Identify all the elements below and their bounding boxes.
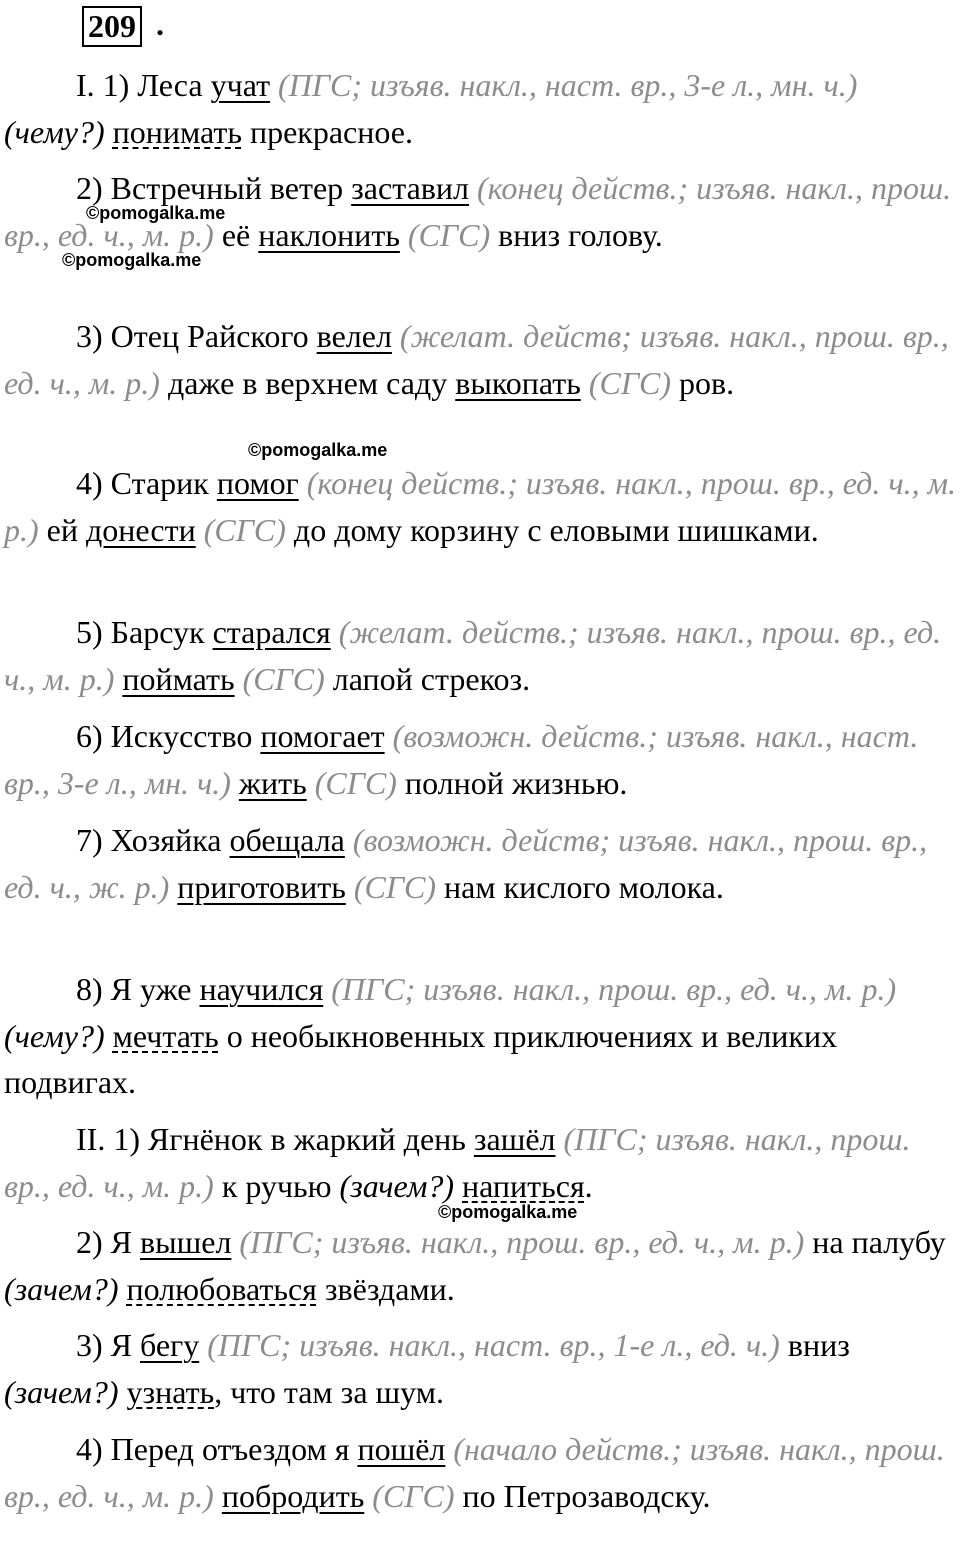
infinitive-word: узнать — [126, 1373, 215, 1410]
text-run: вниз — [779, 1327, 850, 1363]
paragraph-7 — [4, 817, 959, 910]
question-note: (чему?) — [4, 113, 105, 150]
exercise-number-dot: . — [156, 6, 164, 42]
text-run — [196, 512, 204, 548]
paragraph-6 — [4, 713, 959, 806]
text-run: , что там за шум. — [214, 1373, 444, 1410]
text-run: 3) Я — [76, 1327, 140, 1363]
predicate-word: учат — [210, 67, 271, 103]
paragraph-12 — [4, 1426, 959, 1519]
text-run: I. 1) Леса — [76, 67, 211, 103]
text-run: 6) Искусство — [76, 718, 261, 754]
text-run — [299, 465, 307, 501]
grammar-note: (ПГС; изъяв. накл., прош. вр., ед. ч., м. р.) — [331, 971, 897, 1007]
text-run — [400, 217, 408, 253]
infinitive-word: мечтать — [112, 1017, 219, 1054]
predicate-word: побродить — [221, 1477, 365, 1514]
watermark: ©pomogalka.me — [438, 1202, 578, 1222]
text-run: её — [213, 216, 259, 253]
infinitive-word: полюбоваться — [126, 1270, 317, 1307]
grammar-note: (ПГС; изъяв. накл., наст. вр., 3-е л., мн. ч.) — [278, 67, 858, 103]
text-run: . — [584, 1167, 593, 1204]
grammar-note: (возможн. действ; изъяв. накл., прош. вр., ед. ч., ж. р.) — [4, 822, 928, 905]
text-run — [214, 1478, 222, 1514]
predicate-word: вышел — [140, 1224, 232, 1260]
grammar-note: (желат. действ.; изъяв. накл., прош. вр., ед. ч., м. р.) — [4, 614, 942, 697]
grammar-note: (конец действ.; изъяв. накл., прош. вр., ед. ч., м. р.) — [4, 170, 952, 253]
text-run — [385, 718, 393, 754]
text-run: ров. — [671, 364, 735, 401]
predicate-word: помогает — [260, 718, 385, 754]
grammar-note: (СГС) — [407, 216, 491, 253]
grammar-note: (СГС) — [314, 764, 397, 801]
text-run — [392, 318, 400, 354]
predicate-word: жить — [238, 764, 307, 801]
text-run — [331, 614, 339, 650]
text-run: 2) Встречный ветер — [76, 170, 352, 206]
predicate-word: научился — [199, 971, 324, 1007]
predicate-word: велел — [316, 318, 392, 354]
grammar-note: (СГС) — [353, 868, 437, 905]
text-run — [469, 170, 477, 206]
question-note: (зачем?) — [339, 1167, 455, 1204]
predicate-word: бегу — [140, 1327, 200, 1363]
predicate-word: донести — [85, 511, 196, 548]
text-run — [307, 765, 315, 801]
text-run: нам кислого молока. — [436, 868, 724, 905]
paragraph-9 — [4, 1116, 959, 1209]
question-note: (чему?) — [4, 1017, 105, 1054]
infinitive-word: напиться — [462, 1167, 585, 1204]
watermark: ©pomogalka.me — [248, 440, 388, 460]
predicate-word: зашёл — [473, 1121, 556, 1157]
text-run: по Петрозаводску. — [454, 1477, 711, 1514]
predicate-word: заставил — [351, 170, 469, 206]
watermark: ©pomogalka.me — [62, 250, 202, 270]
text-run: 4) Старик — [76, 465, 217, 501]
predicate-word: поймать — [122, 660, 235, 697]
text-run: на палубу — [804, 1224, 946, 1260]
text-run: 8) Я уже — [76, 971, 200, 1007]
text-run — [581, 365, 589, 401]
text-run — [270, 67, 278, 103]
text-run: 2) Я — [76, 1224, 140, 1260]
text-run — [231, 765, 239, 801]
paragraph-8 — [4, 966, 959, 1106]
grammar-note: (СГС) — [372, 1477, 455, 1514]
text-run: до дому корзину с еловыми шишками. — [285, 511, 819, 548]
text-run — [346, 869, 354, 905]
paragraph-5 — [4, 609, 959, 702]
text-run — [454, 1168, 462, 1204]
grammar-note: (возможн. действ.; изъяв. накл., наст. вр., 3-е л., мн. ч.) — [4, 718, 919, 801]
paragraph-4 — [4, 460, 959, 553]
text-run: вниз голову. — [490, 216, 663, 253]
text-run: даже в верхнем саду — [159, 364, 456, 401]
paragraph-11 — [4, 1322, 959, 1415]
predicate-word: приготовить — [177, 868, 346, 905]
grammar-note: (начало действ.; изъяв. накл., прош. вр., ед. ч., м. р.) — [4, 1431, 945, 1514]
text-run — [345, 822, 353, 858]
predicate-word: выкопать — [455, 364, 581, 401]
question-note: (зачем?) — [4, 1270, 119, 1307]
text-run: звёздами. — [316, 1270, 455, 1307]
paragraph-1 — [4, 62, 959, 155]
infinitive-word: понимать — [112, 113, 242, 150]
grammar-note: (СГС) — [588, 364, 672, 401]
text-run: 5) Барсук — [76, 614, 213, 650]
grammar-note: (желат. действ; изъяв. накл., прош. вр., ед. ч., м. р.) — [4, 318, 949, 401]
predicate-word: пошёл — [357, 1431, 446, 1467]
predicate-word: помог — [216, 465, 299, 501]
text-run — [105, 114, 113, 150]
grammar-note: (конец действ.; изъяв. накл., прош. вр., ед. ч., м. р.) — [4, 465, 957, 548]
grammar-note: (ПГС; изъяв. накл., наст. вр., 1-е л., ед. ч.) — [207, 1327, 780, 1363]
grammar-note: (СГС) — [203, 511, 286, 548]
exercise-number: 209 — [82, 6, 142, 47]
text-run — [105, 1018, 113, 1054]
text-run — [235, 661, 243, 697]
text-run — [556, 1121, 564, 1157]
predicate-word: наклонить — [258, 216, 400, 253]
text-run: прекрасное. — [241, 113, 413, 150]
text-run: 7) Хозяйка — [76, 822, 230, 858]
text-run: к ручью — [213, 1167, 340, 1204]
text-run: о необыкновенных приключениях и великих подвигах. — [4, 1017, 838, 1100]
text-run: ей — [38, 511, 86, 548]
question-note: (зачем?) — [4, 1373, 119, 1410]
text-run: II. 1) Ягнёнок в жаркий день — [76, 1121, 474, 1157]
text-run: полной жизнью. — [396, 764, 628, 801]
predicate-word: обещала — [229, 822, 345, 858]
grammar-note: (СГС) — [242, 660, 325, 697]
text-run — [199, 1327, 207, 1363]
predicate-word: старался — [212, 614, 331, 650]
grammar-note: (ПГС; изъяв. накл., прош. вр., ед. ч., м. р.) — [4, 1121, 911, 1204]
watermark: ©pomogalka.me — [86, 203, 226, 223]
text-run: 4) Перед отъездом я — [76, 1431, 358, 1467]
text-run: лапой стрекоз. — [324, 660, 531, 697]
text-run: 3) Отец Райского — [76, 318, 317, 354]
paragraph-3 — [4, 313, 959, 406]
paragraph-10 — [4, 1219, 959, 1312]
grammar-note: (ПГС; изъяв. накл., прош. вр., ед. ч., м. р.) — [239, 1224, 805, 1260]
